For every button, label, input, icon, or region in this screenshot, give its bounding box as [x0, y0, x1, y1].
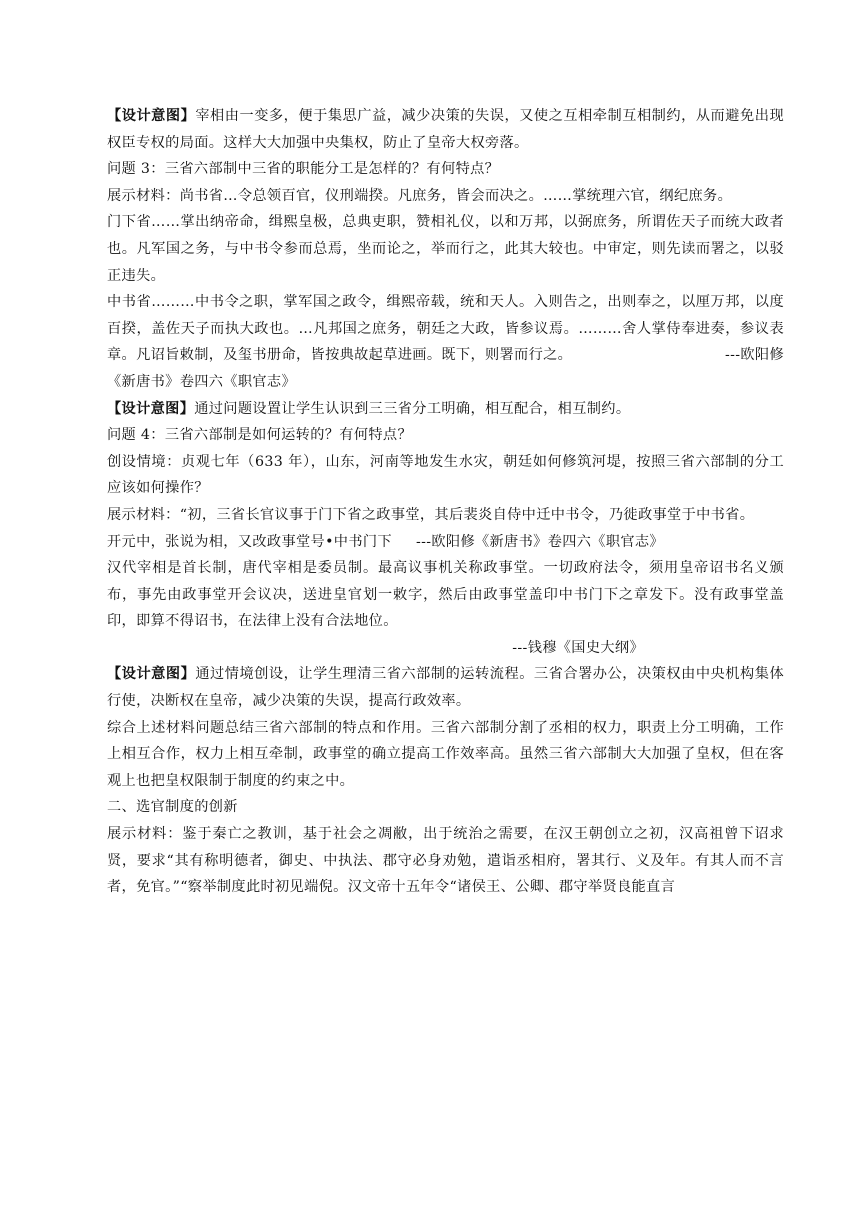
document-page — [107, 103, 784, 901]
design-intent-text: 宰相由一变多，便于集思广益，减少决策的失误，又使之互相牵制互相制约，从而避免出现权臣专权的局面。这样大大加强中央集权，防止了皇帝大权旁落。 — [107, 108, 784, 151]
source-citation: ---欧阳修《新唐书》卷四六《职官志》 — [415, 533, 664, 550]
design-intent-text: 通过问题设置让学生认识到三三省分工明确，相互配合，相互制约。 — [194, 400, 631, 417]
material-menxia: 门下省……掌出纳帝命，缉熙皇极，总典吏职，赞相礼仪，以和万邦，以弼庶务，所谓佐天子而统大政者也。凡军国之务，与中书令参而总焉，坐而论之，举而行之，此其大较也。中审定，则先读而署之，以驳正违失。 — [107, 214, 784, 284]
material-zhongshu-text: 中书省………中书令之职，掌军国之政令，缉熙帝载，统和天人。入则告之，出则奉之，以厘万邦，以度百揆，盖佐天子而执大政也。…凡邦国之庶务，朝廷之大政，皆参议焉。………舍人掌侍奉进奏，参议表章。凡诏旨敕制，及玺书册命，皆按典故起草进画。既下，则署而行之。 — [107, 294, 784, 364]
question-3: 问题 3：三省六部制中三省的职能分工是怎样的？有何特点？ — [107, 161, 500, 178]
design-intent-paragraph-2 — [107, 396, 784, 423]
material-zhongshu — [107, 289, 784, 369]
material-shangshu: 展示材料：尚书省…令总领百官，仪刑端揆。凡庶务，皆会而决之。……掌统理六官，纲纪庶务。 — [107, 187, 733, 204]
source-qianmu: ---钱穆《国史大纲》 — [512, 639, 644, 656]
material-kaiyuan — [107, 529, 784, 556]
design-intent-tag: 【设计意图】 — [107, 400, 195, 417]
summary-paragraph: 综合上述材料问题总结三省六部制的特点和作用。三省六部制分割了丞相的权力，职责上分工明确，工作上相互合作，权力上相互牵制，政事堂的确立提高工作效率高。虽然三省六部制大大加强了皇权，但在客观上也把皇权限制于制度的约束之中。 — [107, 719, 784, 789]
source-author: ---欧阳修 — [724, 347, 784, 364]
design-intent-paragraph-3 — [107, 661, 784, 714]
section-heading: 二、选官制度的创新 — [107, 799, 238, 816]
material-qianmu: 汉代宰相是首长制，唐代宰相是委员制。最高议事机关称政事堂。一切政府法令，须用皇帝诏书名义颁布，事先由政事堂开会议决，送进皇官划一敕字，然后由政事堂盖印中书门下之章发下。没有政事堂盖印，即算不得诏书，在法律上没有合法地位。 — [107, 560, 784, 630]
design-intent-text: 通过情境创设，让学生理清三省六部制的运转流程。三省合署办公，决策权由中央机构集体行使，决断权在皇帝，减少决策的失误，提高行政效率。 — [107, 666, 784, 710]
material-kaiyuan-text: 开元中，张说为相，又改政事堂号•中书门下 — [107, 533, 392, 550]
design-intent-paragraph — [107, 103, 784, 156]
design-intent-tag: 【设计意图】 — [107, 666, 196, 683]
source-book: 《新唐书》卷四六《职官志》 — [107, 373, 296, 390]
design-intent-tag: 【设计意图】 — [107, 108, 196, 124]
material-zhengshitang: 展示材料：“初，三省长官议事于门下省之政事堂，其后裴炎自侍中迁中书令，乃徙政事堂于中书省。 — [107, 506, 755, 523]
material-han-recruitment: 展示材料：鉴于秦亡之教训，基于社会之凋敝，出于统治之需要，在汉王朝创立之初，汉高祖曾下诏求贤，要求“其有称明德者，御史、中执法、郡守必身劝勉，遣诣丞相府，署其行、义及年。有其人而不言者，免官。”“察举制度此时初见端倪。汉文帝十五年令“诸侯王、公卿、郡守举贤良能直言 — [107, 826, 784, 896]
scenario-paragraph: 创设情境：贞观七年（633 年），山东，河南等地发生水灾，朝廷如何修筑河堤，按照三省六部制的分工应该如何操作？ — [107, 453, 784, 497]
question-4: 问题 4：三省六部制是如何运转的？有何特点？ — [107, 427, 412, 444]
